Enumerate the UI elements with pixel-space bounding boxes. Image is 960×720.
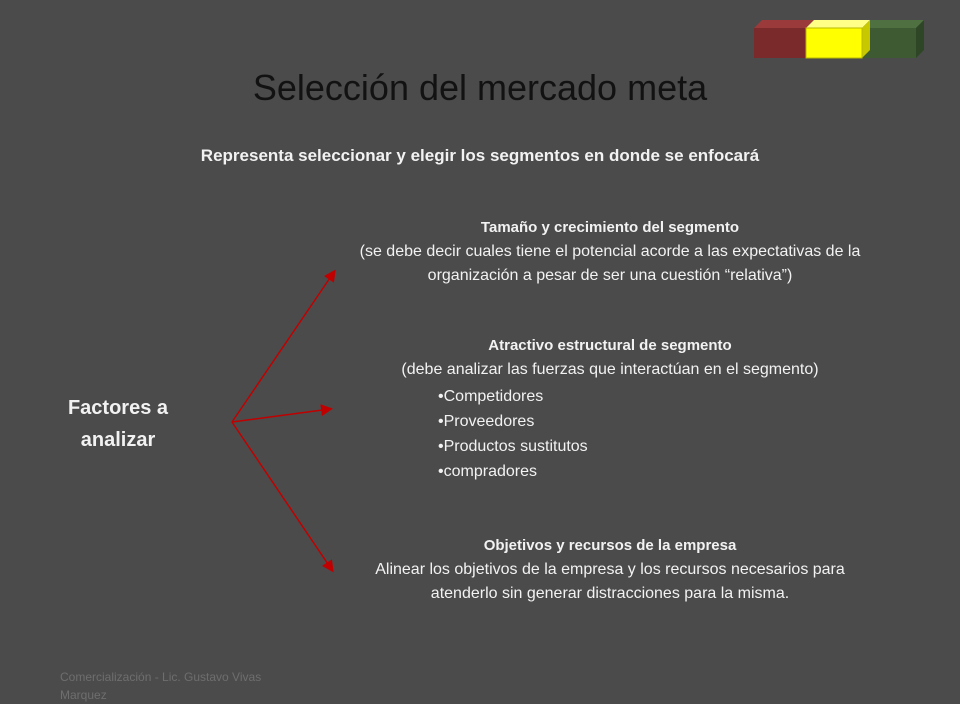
- factor-heading: Atractivo estructural de segmento: [488, 337, 732, 354]
- slide-title: Selección del mercado meta: [252, 67, 708, 108]
- forces-list: [340, 384, 880, 484]
- slide-subtitle: Representa seleccionar y elegir los segmentos en donde se enfocará: [200, 146, 760, 165]
- list-item: • compradores: [438, 459, 880, 484]
- factor-description: Alinear los objetivos de la empresa y los recursos necesarios para atenderlo sin generar distracciones para la misma.: [375, 561, 845, 602]
- slide-footer: Comercialización - Lic. Gustavo Vivas Marquez: [60, 670, 262, 702]
- factor-description: (se debe decir cuales tiene el potencial acorde a las expectativas de la organización a pesar de ser una cuestión “relativa”): [359, 243, 861, 284]
- list-item: • Proveedores: [438, 409, 880, 434]
- factor-block-size: [340, 216, 880, 288]
- arrow-to-size: [232, 272, 334, 422]
- factor-heading: Tamaño y crecimiento del segmento: [480, 219, 740, 236]
- factors-label: Factores a analizar: [67, 397, 169, 451]
- factor-block-attractiveness: [340, 334, 880, 484]
- list-item: • Productos sustitutos: [438, 434, 880, 459]
- list-item: • Competidores: [438, 384, 880, 409]
- factor-description: (debe analizar las fuerzas que interactúan en el segmento): [401, 361, 819, 378]
- arrow-to-attractiveness: [232, 409, 330, 422]
- factor-block-objectives: [340, 534, 880, 606]
- factor-heading: Objetivos y recursos de la empresa: [483, 537, 737, 554]
- arrow-to-objectives: [232, 422, 332, 570]
